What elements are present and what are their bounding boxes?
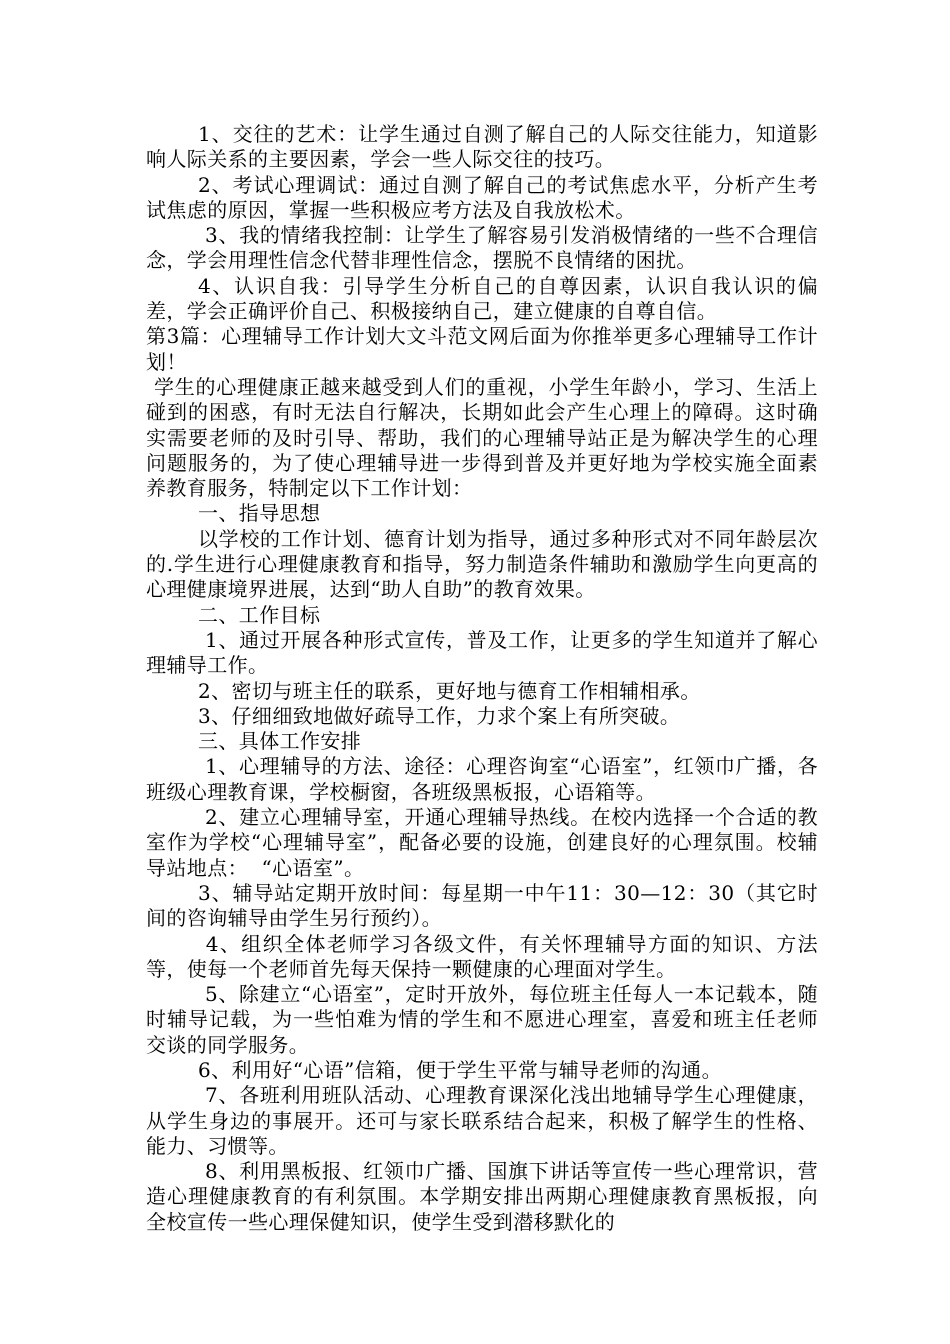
document-page — [146, 122, 818, 1235]
paragraph-2: 2、考试心理调试：通过自测了解自己的考试焦虑水平，分析产生考试焦虑的原因，掌握一些积极应考方法及自我放松术。 — [146, 172, 818, 222]
section-heading-3: 第3篇：心理辅导工作计划大文斗范文网后面为你推举更多心理辅导工作计划！ — [146, 324, 818, 374]
arrangement-item-2: 2、建立心理辅导室，开通心理辅导热线。在校内选择一个合适的教室作为学校“心理辅导室”，配备必要的设施，创建良好的心理氛围。校辅导站地点： “心语室”。 — [146, 805, 818, 880]
arrangement-item-7: 7、各班利用班队活动、心理教育课深化浅出地辅导学生心理健康，从学生身边的事展开。还可与家长联系结合起来，积极了解学生的性格、能力、习惯等。 — [146, 1083, 818, 1158]
arrangement-item-1: 1、心理辅导的方法、途径：心理咨询室“心语室”，红领巾广播，各班级心理教育课，学校橱窗，各班级黑板报，心语箱等。 — [146, 754, 818, 804]
heading-guiding-thought: 一、指导思想 — [198, 501, 321, 526]
arrangement-item-4: 4、组织全体老师学习各级文件，有关怀理辅导方面的知识、方法等，使每一个老师首先每天保持一颗健康的心理面对学生。 — [146, 931, 818, 981]
paragraph-3: 3、我的情绪我控制：让学生了解容易引发消极情绪的一些不合理信念，学会用理性信念代替非理性信念，摆脱不良情绪的困扰。 — [146, 223, 818, 273]
arrangement-item-5: 5、除建立“心语室”，定时开放外，每位班主任每人一本记载本，随时辅导记载，为一些怕难为情的学生和不愿进心理室，喜爱和班主任老师交谈的同学服务。 — [146, 982, 818, 1057]
arrangement-item-3: 3、辅导站定期开放时间：每星期一中午11：30—12：30（其它时间的咨询辅导由学生另行预约）。 — [146, 880, 818, 931]
arrangement-item-8: 8、利用黑板报、红领巾广播、国旗下讲话等宣传一些心理常识，营造心理健康教育的有利氛围。本学期安排出两期心理健康教育黑板报，向全校宣传一些心理保健知识，使学生受到潜移默化的 — [146, 1159, 818, 1234]
heading-work-arrangement: 三、具体工作安排 — [198, 729, 362, 754]
paragraph-guiding-thought: 以学校的工作计划、德育计划为指导，通过多种形式对不同年龄层次的.学生进行心理健康教育和指导，努力制造条件辅助和激励学生向更高的心理健康境界进展，达到“助人自助”的教育效果。 — [146, 526, 818, 602]
paragraph-intro: 学生的心理健康正越来越受到人们的重视，小学生年龄小，学习、生活上碰到的困惑，有时无法自行解决，长期如此会产生心理上的障碍。这时确实需要老师的及时引导、帮助，我们的心理辅导站正是为解决学生的心理问题服务的，为了使心理辅导进一步得到普及并更好地为学校实施全面素养教育服务，特制定以下工作计划： — [146, 374, 818, 501]
paragraph-4: 4、认识自我：引导学生分析自己的自尊因素，认识自我认识的偏差，学会正确评价自己、积极接纳自己，建立健康的自尊自信。 — [146, 273, 818, 324]
heading-work-goals: 二、工作目标 — [198, 602, 321, 627]
arrangement-item-6: 6、利用好“心语”信箱，便于学生平常与辅导老师的沟通。 — [198, 1057, 722, 1082]
paragraph-1: 1、交往的艺术：让学生通过自测了解自己的人际交往能力，知道影响人际关系的主要因素，学会一些人际交往的技巧。 — [146, 122, 818, 172]
goal-item-3: 3、仔细细致地做好疏导工作，力求个案上有所突破。 — [198, 703, 681, 728]
goal-item-2: 2、密切与班主任的联系，更好地与德育工作相辅相承。 — [198, 678, 701, 703]
goal-item-1: 1、通过开展各种形式宣传，普及工作，让更多的学生知道并了解心理辅导工作。 — [146, 627, 818, 678]
